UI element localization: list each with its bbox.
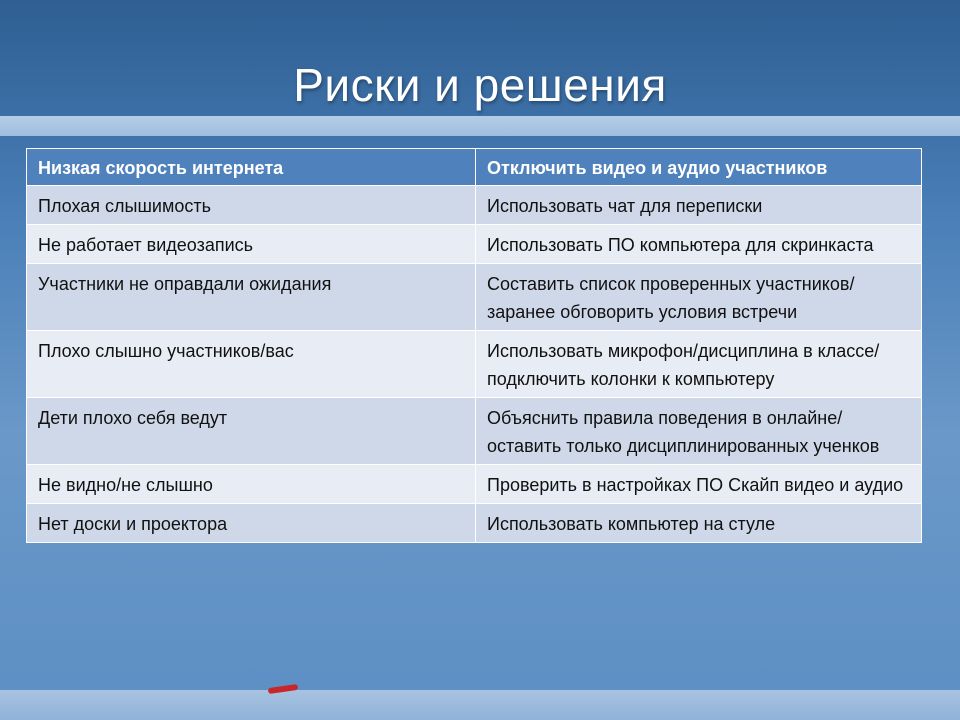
solution-cell: Использовать чат для переписки	[476, 186, 922, 225]
header-cell-risk: Низкая скорость интернета	[27, 149, 476, 186]
solution-cell: Составить список проверенных участников/заранее обговорить условия встречи	[476, 264, 922, 331]
risks-solutions-table	[26, 148, 922, 543]
solution-cell: Использовать микрофон/дисциплина в классе/подключить колонки к компьютеру	[476, 331, 922, 398]
slide-title: Риски и решения	[293, 59, 667, 111]
table-row	[27, 398, 922, 465]
footer-band	[0, 690, 960, 720]
header-cell-solution: Отключить видео и аудио участников	[476, 149, 922, 186]
risk-cell: Дети плохо себя ведут	[27, 398, 476, 465]
table-row	[27, 465, 922, 504]
risk-cell: Не видно/не слышно	[27, 465, 476, 504]
title-underline-band	[0, 116, 960, 136]
risk-cell: Не работает видеозапись	[27, 225, 476, 264]
risk-cell: Плохо слышно участников/вас	[27, 331, 476, 398]
table-row	[27, 504, 922, 543]
table-row	[27, 225, 922, 264]
solution-cell: Использовать ПО компьютера для скринкаста	[476, 225, 922, 264]
table-row	[27, 264, 922, 331]
risk-cell: Участники не оправдали ожидания	[27, 264, 476, 331]
table-row	[27, 331, 922, 398]
risk-cell: Плохая слышимость	[27, 186, 476, 225]
risk-cell: Нет доски и проектора	[27, 504, 476, 543]
table-row	[27, 186, 922, 225]
solution-cell: Проверить в настройках ПО Скайп видео и аудио	[476, 465, 922, 504]
solution-cell: Использовать компьютер на стуле	[476, 504, 922, 543]
solution-cell: Объяснить правила поведения в онлайне/оставить только дисциплинированных ученков	[476, 398, 922, 465]
table-header-row	[27, 149, 922, 186]
